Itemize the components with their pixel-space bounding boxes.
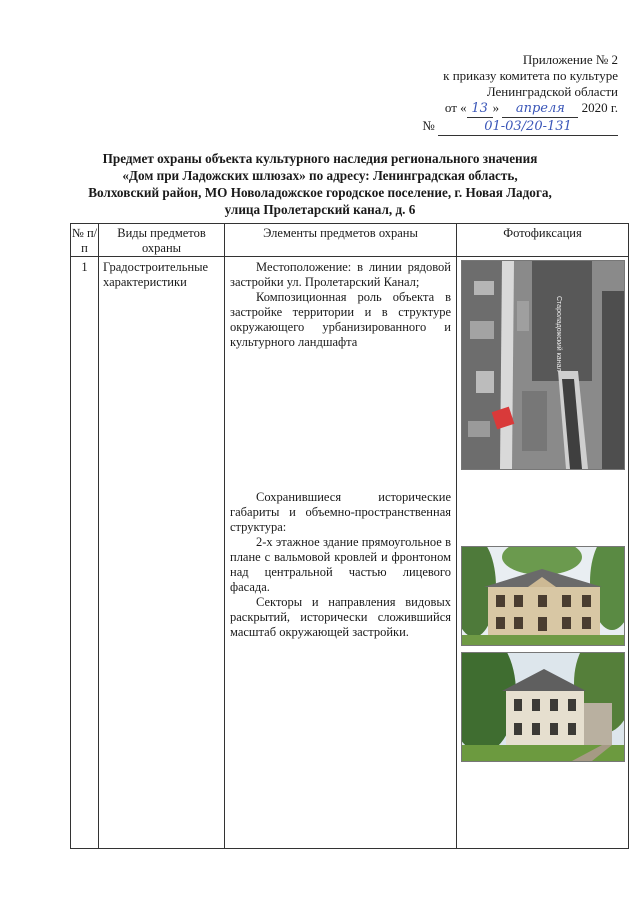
appendix-number: Приложение № 2: [522, 52, 618, 67]
element-views: Секторы и направления видовых раскрытий, исторически сложившийся масштаб окружающей застройки.: [230, 595, 451, 639]
appendix-order-number: № 01-03/20-131: [358, 118, 618, 136]
header-elements: Элементы предметов охраны: [225, 224, 457, 257]
row-elements: [225, 257, 457, 849]
header-photo: Фотофиксация: [457, 224, 629, 257]
element-dimensions: Сохранившиеся исторические габариты и объемно-пространственная структура:: [230, 490, 451, 534]
document-title: Предмет охраны объекта культурного наследия регионального значения «Дом при Ладожских шлюзах» по адресу: Ленинградская область, Волховский район, МО Новоладожское городское поселение, г. Новая Ладога, улица Пролетарский канал, д. 6: [88, 151, 552, 217]
header-kind: Виды предметов охраны: [99, 224, 225, 257]
table-header-row: [71, 224, 629, 257]
handwritten-number: 01-03/20-131: [438, 119, 618, 136]
appendix-date: от « 13 » апреля 2020 г.: [444, 100, 618, 116]
appendix-order-ref: к приказу комитета по культуре: [443, 68, 618, 83]
table-row: [71, 257, 629, 849]
building-photo-front: [461, 546, 625, 646]
row-kind: Градостроительные характеристики: [99, 257, 225, 849]
satellite-map-image: [461, 260, 625, 470]
protection-table: [70, 223, 629, 849]
building-photo-side: [461, 652, 625, 762]
row-photos: [457, 257, 629, 849]
row-number: 1: [71, 257, 99, 849]
appendix-region: Ленинградской области: [486, 84, 618, 99]
element-location: Местоположение: в линии рядовой застройки ул. Пролетарский Канал;: [230, 260, 451, 289]
element-composition: Композиционная роль объекта в застройке территории и в структуре окружающего урбанизированного и культурного ландшафта: [230, 290, 451, 349]
element-building: 2-х этажное здание прямоугольное в плане с вальмовой кровлей и фронтоном над центральной частью лицевого фасада.: [230, 535, 451, 594]
appendix-header: [358, 52, 618, 136]
handwritten-day: 13: [467, 101, 493, 118]
map-canal-label: Староладожский канал: [555, 296, 562, 372]
handwritten-month: апреля: [502, 101, 578, 118]
header-num: № п/п: [71, 224, 99, 257]
